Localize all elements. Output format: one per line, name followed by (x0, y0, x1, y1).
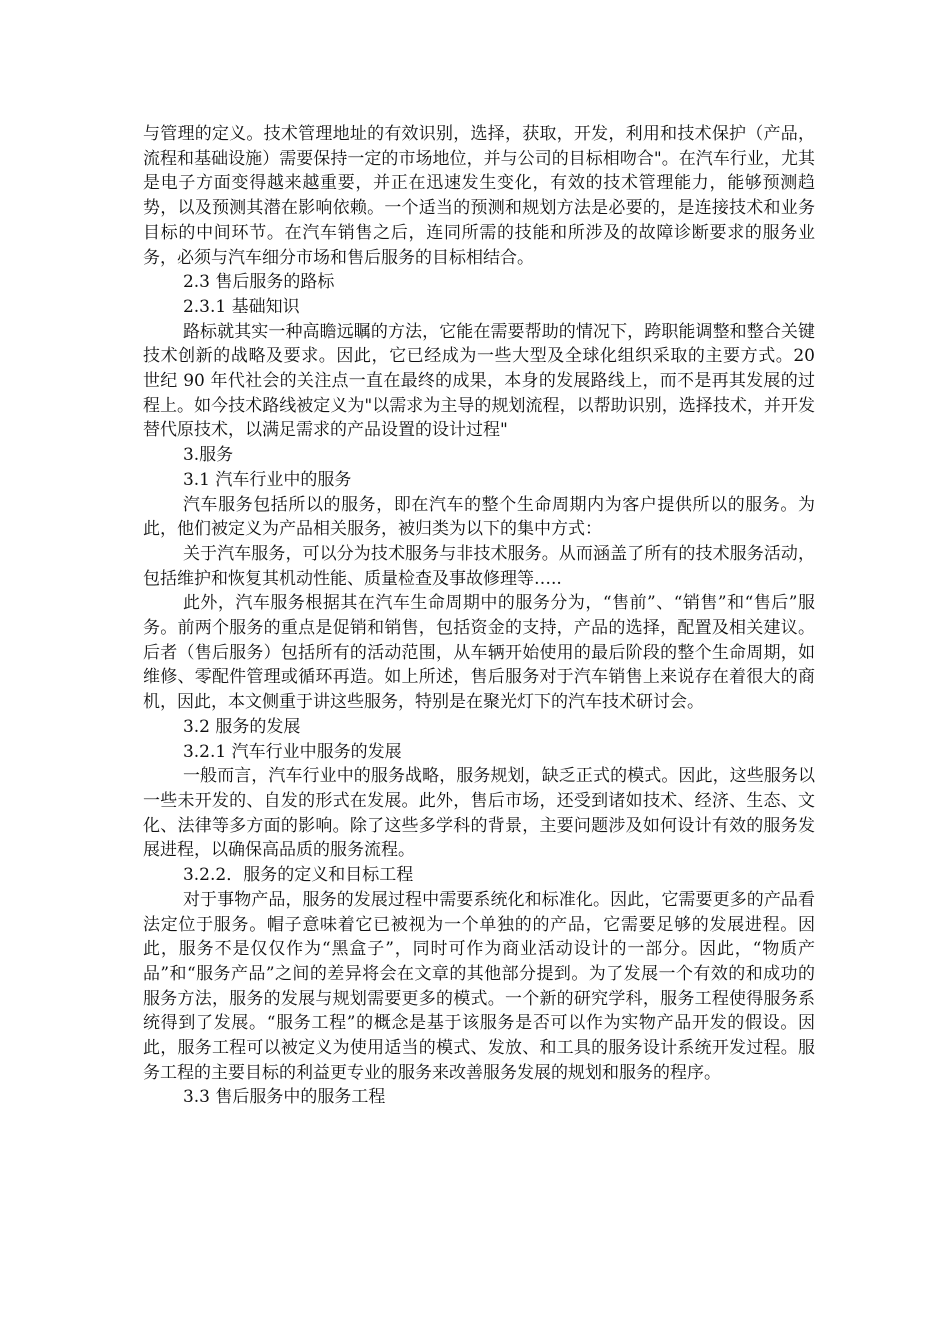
section-heading-3: 3.服务 (182, 445, 234, 466)
section-heading-3-2-1: 3.2.1 汽车行业中服务的发展 (182, 741, 402, 762)
section-heading-2-3-1: 2.3.1 基础知识 (182, 296, 300, 317)
section-heading-3-1: 3.1 汽车行业中的服务 (182, 469, 352, 490)
paragraph-auto-services: 汽车服务包括所以的服务，即在汽车的整个生命周期内为客户提供所以的服务。为此，他们被定义为产品相关服务，被归类为以下的集中方式： (143, 494, 815, 540)
paragraph-technical-services: 关于汽车服务，可以分为技术服务与非技术服务。从而涵盖了所有的技术服务活动，包括维护和恢复其机动性能、质量检查及事故修理等….. (143, 543, 815, 589)
paragraph-service-development: 一般而言，汽车行业中的服务战略，服务规划，缺乏正式的模式。因此，这些服务以一些未开发的、自发的形式在发展。此外，售后市场，还受到诸如技术、经济、生态、文化、法律等多方面的影响。除了这些多学科的背景，主要问题涉及如何设计有效的服务发展进程，以确保高品质的服务流程。 (143, 766, 815, 861)
section-heading-2-3: 2.3 售后服务的路标 (182, 272, 335, 293)
section-heading-3-2-2: 3.2.2．服务的定义和目标工程 (182, 865, 414, 886)
paragraph-service-engineering: 对于事物产品，服务的发展过程中需要系统化和标准化。因此，它需要更多的产品看法定位于服务。帽子意味着它已被视为一个单独的的产品，它需要足够的发展进程。因此，服务不是仅仅作为“黑盒子”，同时可作为商业活动设计的一部分。因此，“物质产品”和“服务产品”之间的差异将会在文章的其他部分提到。为了发展一个有效的和成功的服务方法，服务的发展与规划需要更多的模式。一个新的研究学科，服务工程使得服务系统得到了发展。“服务工程”的概念是基于该服务是否可以作为实物产品开发的假设。因此，服务工程可以被定义为使用适当的模式、发放、和工具的服务设计系统开发过程。服务工程的主要目标的利益更专业的服务来改善服务发展的规划和服务的程序。 (143, 889, 815, 1083)
document-page (143, 122, 815, 1110)
section-heading-3-2: 3.2 服务的发展 (182, 716, 301, 737)
paragraph-intro-continued: 与管理的定义。技术管理地址的有效识别，选择，获取，开发，利用和技术保护（产品，流程和基础设施）需要保持一定的市场地位，并与公司的目标相吻合"。在汽车行业，尤其是电子方面变得越来越重要，并正在迅速发生变化，有效的技术管理能力，能够预测趋势，以及预测其潜在影响依赖。一个适当的预测和规划方法是必要的，是连接技术和业务目标的中间环节。在汽车销售之后，连同所需的技能和所涉及的故障诊断要求的服务业务，必须与汽车细分市场和售后服务的目标相结合。 (143, 124, 815, 268)
paragraph-roadmap: 路标就其实一种高瞻远瞩的方法，它能在需要帮助的情况下，跨职能调整和整合关键技术创新的战略及要求。因此，它已经成为一些大型及全球化组织采取的主要方式。20 世纪 90 年代社会的关注点一直在最终的成果，本身的发展路线上，而不是再其发展的过程上。如今技术路线被定义为"以需求为主导的规划流程，以帮助识别，选择技术，并开发替代原技术，以满足需求的产品设置的设计过程" (143, 321, 815, 441)
paragraph-lifecycle-services: 此外，汽车服务根据其在汽车生命周期中的服务分为，“售前”、“销售”和“售后”服务。前两个服务的重点是促销和销售，包括资金的支持，产品的选择，配置及相关建议。后者（售后服务）包括所有的活动范围，从车辆开始使用的最后阶段的整个生命周期，如维修、零配件管理或循环再造。如上所述，售后服务对于汽车销售上来说存在着很大的商机，因此，本文侧重于讲这些服务，特别是在聚光灯下的汽车技术研讨会。 (143, 593, 815, 713)
section-heading-3-3: 3.3 售后服务中的服务工程 (182, 1087, 386, 1108)
